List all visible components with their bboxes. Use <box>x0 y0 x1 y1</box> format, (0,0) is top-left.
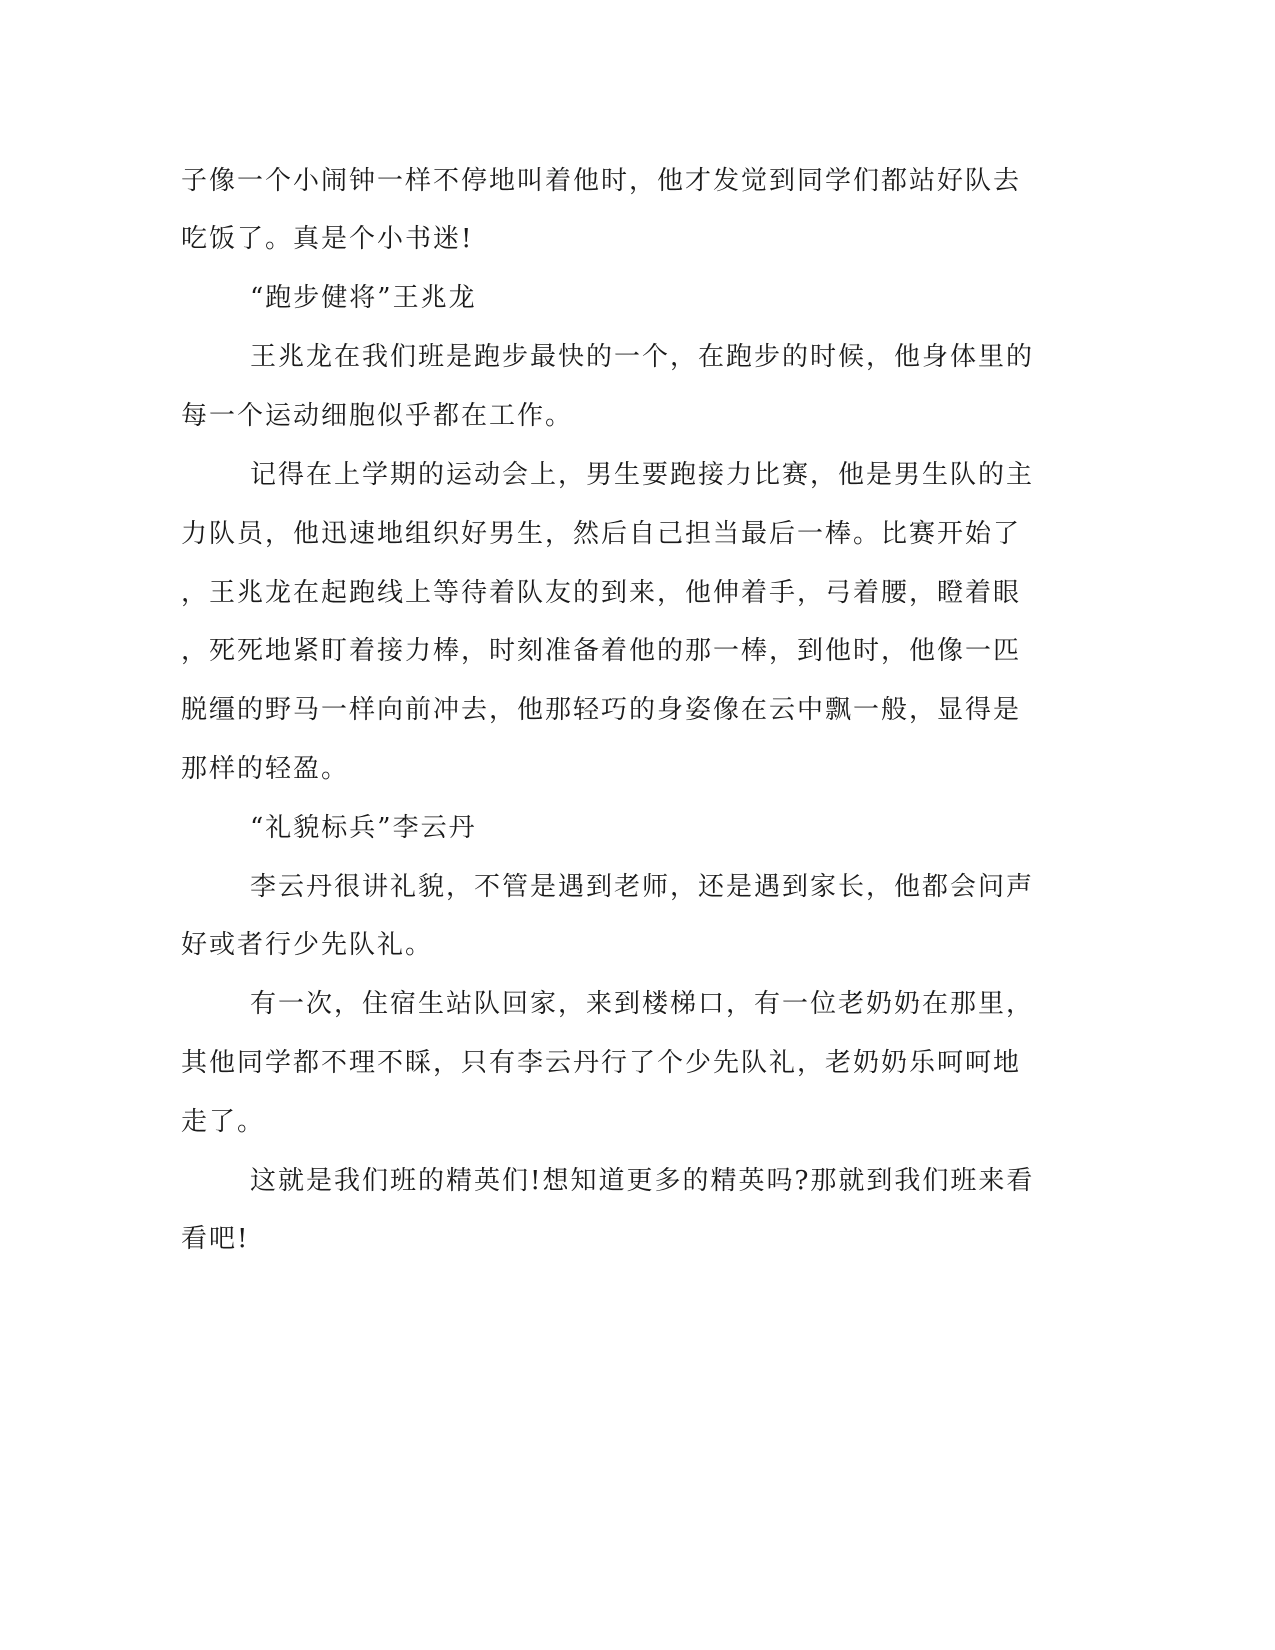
text-line: 吃饭了。真是个小书迷! <box>181 224 474 254</box>
text-line: ，死死地紧盯着接力棒，时刻准备着他的那一棒，到他时，他像一匹 <box>181 636 1022 666</box>
text-line: 力队员，他迅速地组织好男生，然后自己担当最后一棒。比赛开始了 <box>181 519 1022 549</box>
text-line: 看吧! <box>181 1224 250 1254</box>
text-line: 这就是我们班的精英们!想知道更多的精英吗?那就到我们班来看 <box>250 1166 1035 1196</box>
section-heading: “礼貌标兵”李云丹 <box>250 813 477 843</box>
text-line: 脱缰的野马一样向前冲去，他那轻巧的身姿像在云中飘一般，显得是 <box>181 695 1022 725</box>
text-line: 有一次，住宿生站队回家，来到楼梯口，有一位老奶奶在那里， <box>250 989 1035 1019</box>
text-line: 记得在上学期的运动会上，男生要跑接力比赛，他是男生队的主 <box>250 460 1035 490</box>
text-line: 李云丹很讲礼貌，不管是遇到老师，还是遇到家长，他都会问声 <box>250 872 1035 902</box>
section-heading: “跑步健将”王兆龙 <box>250 283 477 313</box>
text-line: 好或者行少先队礼。 <box>181 930 434 960</box>
text-line: 其他同学都不理不睬，只有李云丹行了个少先队礼，老奶奶乐呵呵地 <box>181 1048 1022 1078</box>
text-line: 子像一个小闹钟一样不停地叫着他时，他才发觉到同学们都站好队去 <box>181 166 1022 196</box>
text-line: 那样的轻盈。 <box>181 754 350 784</box>
text-line: 每一个运动细胞似乎都在工作。 <box>181 401 574 431</box>
text-line: 走了。 <box>181 1107 266 1137</box>
text-line: 王兆龙在我们班是跑步最快的一个，在跑步的时候，他身体里的 <box>250 342 1035 372</box>
text-line: ，王兆龙在起跑线上等待着队友的到来，他伸着手，弓着腰，瞪着眼 <box>181 578 1022 608</box>
